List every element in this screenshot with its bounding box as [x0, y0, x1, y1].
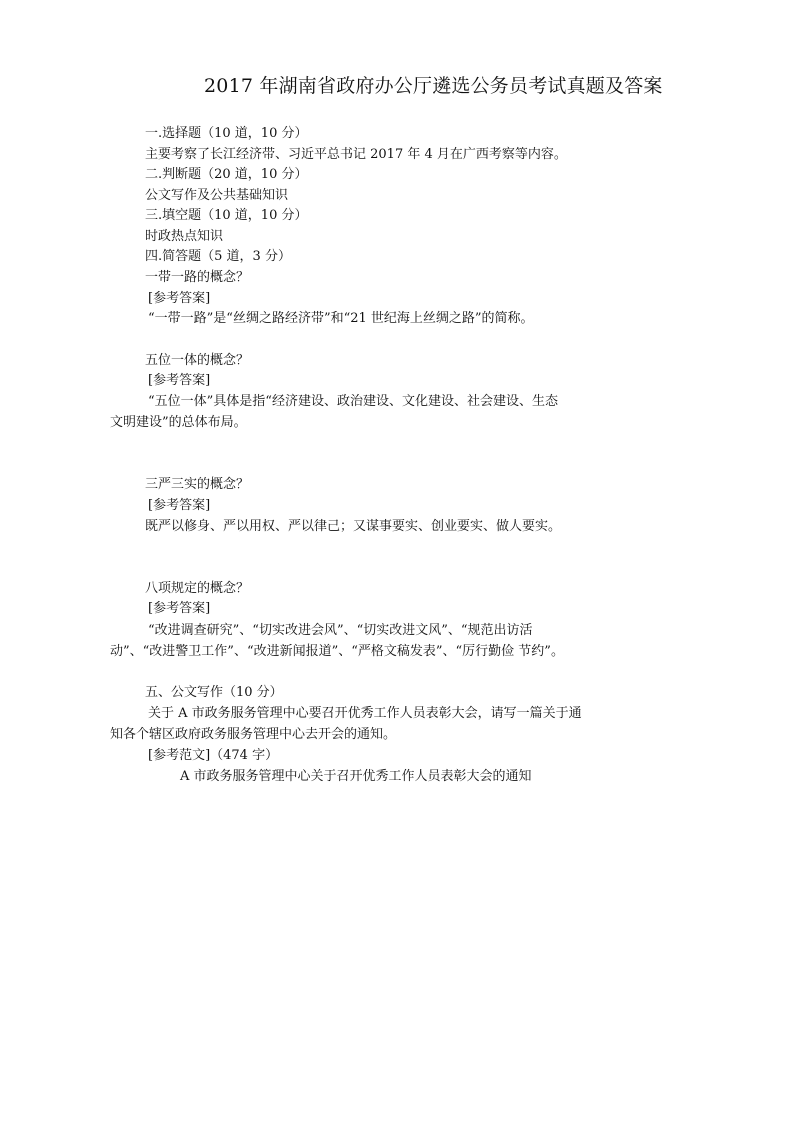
question-2: 五位一体的概念？ [145, 353, 250, 368]
section-3-content: 时政热点知识 [145, 229, 224, 244]
document-title: 2017 年湖南省政府办公厅遴选公务员考试真题及答案 [204, 75, 663, 97]
answer-1: “一带一路”是“丝绸之路经济带”和“21 世纪海上丝绸之路”的简称。 [148, 311, 534, 326]
answer-label-1: [参考答案] [148, 291, 211, 306]
answer-label-3: [参考答案] [148, 498, 211, 513]
answer-label-2: [参考答案] [148, 373, 211, 388]
answer-4-line-2: 动”、“改进警卫工作”、“改进新闻报道”、“严格文稿发表”、“厉行勤俭 节约”。 [110, 644, 564, 659]
section-5-heading: 五、公文写作（10 分） [145, 685, 283, 700]
section-4-heading: 四.简答题（5 道，3 分） [145, 249, 291, 264]
section-2-heading: 二.判断题（20 道，10 分） [145, 167, 308, 182]
question-1: 一带一路的概念？ [145, 270, 250, 285]
section-5-prompt-line-2: 知各个辖区政府政务服务管理中心去开会的通知。 [110, 727, 397, 742]
section-1-heading: 一.选择题（10 道，10 分） [145, 126, 308, 141]
section-5-prompt-line-1: 关于 A 市政务服务管理中心要召开优秀工作人员表彰大会，请写一篇关于通 [148, 706, 582, 721]
sample-essay-title: A 市政务服务管理中心关于召开优秀工作人员表彰大会的通知 [180, 769, 532, 784]
answer-2-line-2: 文明建设”的总体布局。 [110, 415, 247, 430]
answer-3: 既严以修身、严以用权、严以律己；又谋事要实、创业要实、做人要实。 [145, 519, 562, 534]
question-3: 三严三实的概念？ [145, 477, 250, 492]
section-1-content: 主要考察了长江经济带、习近平总书记 2017 年 4 月在广西考察等内容。 [145, 147, 567, 162]
answer-label-4: [参考答案] [148, 601, 211, 616]
answer-2-line-1: “五位一体”具体是指“经济建设、政治建设、文化建设、社会建设、生态 [148, 394, 558, 409]
sample-essay-label: [参考范文]（474 字） [148, 748, 279, 763]
question-4: 八项规定的概念？ [145, 581, 250, 596]
answer-4-line-1: “改进调查研究”、“切实改进会风”、“切实改进文风”、“规范出访活 [148, 623, 533, 638]
section-3-heading: 三.填空题（10 道，10 分） [145, 208, 308, 223]
section-2-content: 公文写作及公共基础知识 [145, 188, 289, 203]
